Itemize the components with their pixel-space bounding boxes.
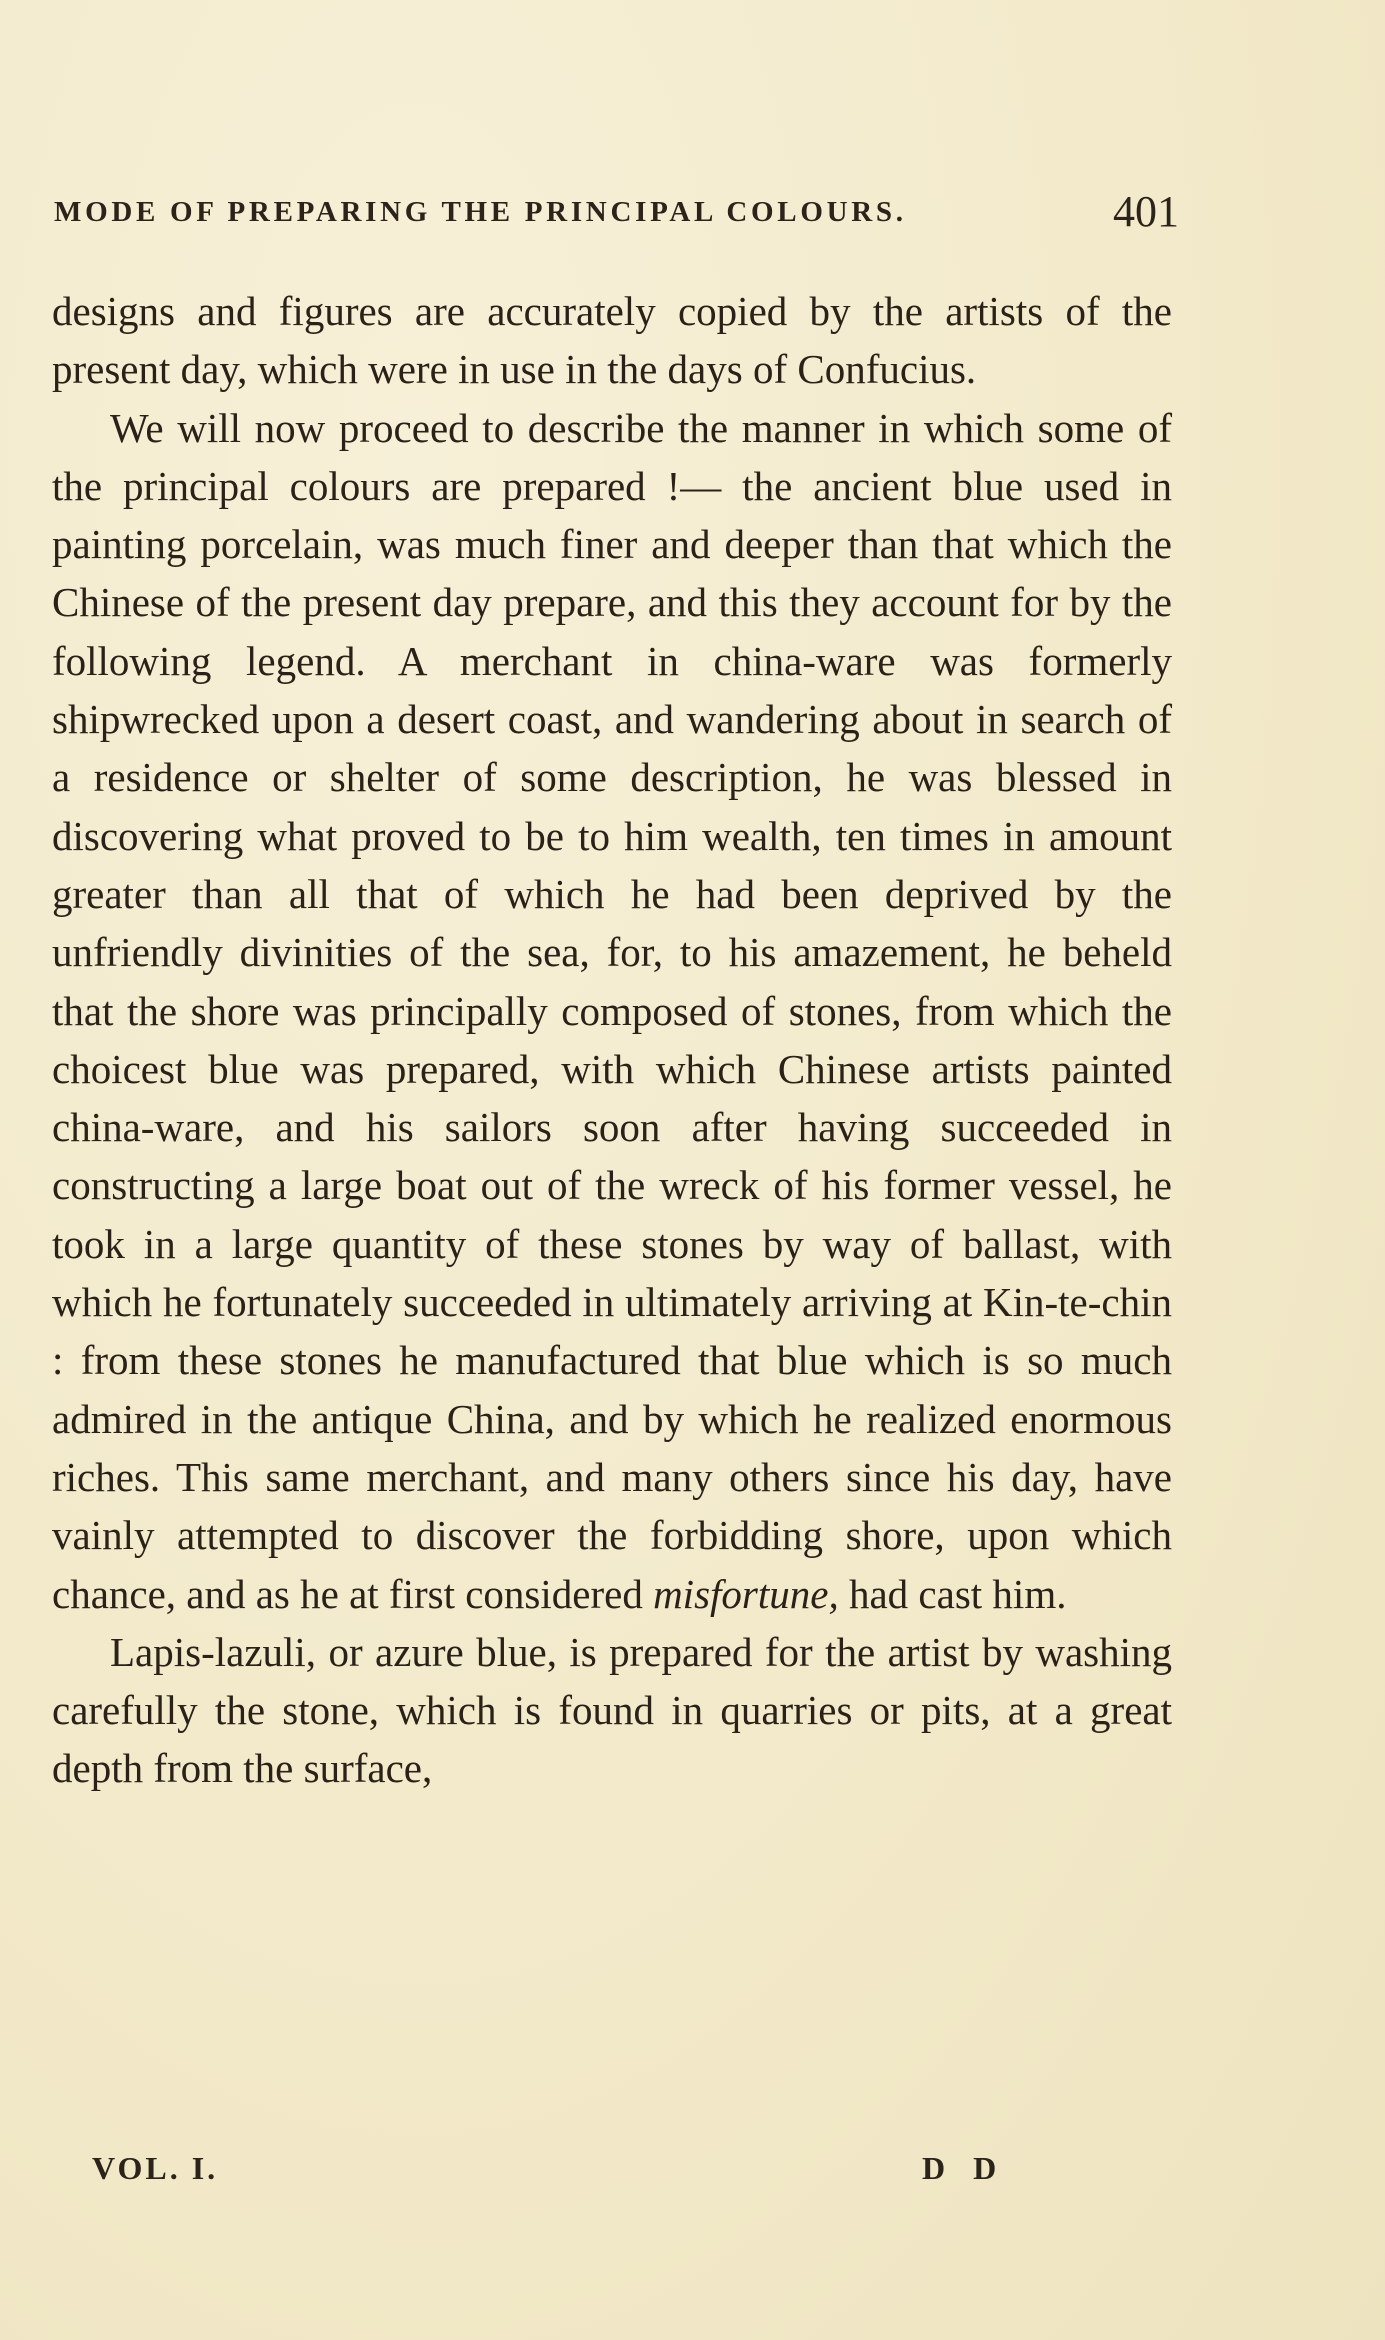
signature-mark: D D (922, 2150, 1007, 2186)
paragraph-2 (52, 399, 1172, 1623)
page-footer (0, 2150, 1385, 2210)
running-head (54, 184, 1179, 244)
paragraph-2-end: had cast him. (838, 1570, 1067, 1617)
paragraph-1: designs and figures are accurately copied by the artists of the present day, which were in use in the days of Confucius. (52, 288, 1172, 393)
running-head-title: MODE OF PREPARING THE PRINCIPAL COLOURS. (54, 196, 907, 228)
paragraph-2-text: We will now proceed to describe the manner in which some of the principal colours are prepared !— the ancient blue used in painting porcelain, was much finer and deeper than that which the Chinese of the present day prepare, and this they account for by the following legend. A merchant in china-ware was formerly shipwrecked upon a desert coast, and wandering about in search of a residence or shelter of some description, he was blessed in discovering what proved to be to him wealth, ten times in amount greater than all that of which he had been deprived by the unfriendly divinities of the sea, for, to his amazement, he beheld that the shore was principally composed of stones, from which the choicest blue was prepared, with which Chinese artists painted china-ware, and his sailors soon after having succeeded in constructing a large boat out of the wreck of his former vessel, he took in a large quantity of these stones by way of ballast, with which he fortunately succeeded in ultimately arriving at Kin-te-chin : from these stones he manufactured that blue which is so much admired in the antique China, and by which he realized enormous riches. This same merchant, and many others since his day, have vainly attempted to discover the forbidding shore, upon which chance, and as he at first considered (52, 404, 1172, 1617)
body-text (52, 282, 1172, 1798)
paragraph-3: Lapis-lazuli, or azure blue, is prepared for the artist by washing carefully the stone, which is found in quarries or pits, at a great depth from the surface, (52, 1628, 1172, 1792)
page-number: 401 (1113, 187, 1179, 236)
volume-label: VOL. I. (92, 2150, 219, 2186)
paragraph-2-italic: misfortune, (653, 1570, 839, 1617)
